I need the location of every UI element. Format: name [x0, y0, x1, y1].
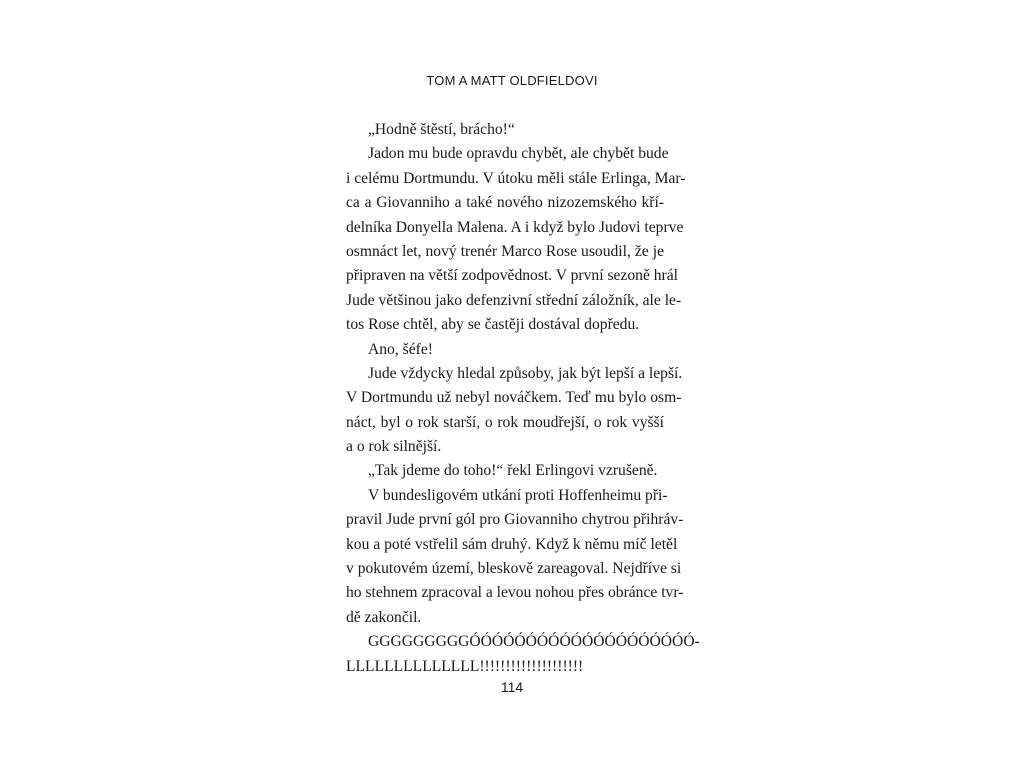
text-line: Jude většinou jako defenzivní střední záložník, ale le- — [346, 291, 682, 309]
text-line: „Tak jdeme do toho!“ řekl Erlingovi vzrušeně. — [368, 462, 658, 480]
text-line: V bundesligovém utkání proti Hoffenheimu při- — [368, 486, 668, 504]
text-line: v pokutovém území, bleskově zareagoval. Nejdříve si — [346, 560, 682, 578]
running-head: TOM A MATT OLDFIELDOVI — [426, 73, 598, 88]
text-line: Ano, šéfe! — [368, 340, 433, 358]
text-line: Jude vždycky hledal způsoby, jak být lepší a lepší. — [368, 364, 683, 382]
text-line: dě zakončil. — [346, 608, 422, 626]
text-line: kou a poté vstřelil sám druhý. Když k němu míč letěl — [346, 535, 678, 553]
text-line: připraven na větší zodpovědnost. V první sezoně hrál — [346, 267, 679, 285]
text-line: ca a Giovanniho a také nového nizozemského kří- — [346, 194, 664, 212]
text-line: ho stehnem zpracoval a levou nohou přes obránce tvr- — [346, 584, 684, 602]
text-line: GGGGGGGGGÓÓÓÓÓÓÓÓÓÓÓÓÓÓÓÓÓÓÓÓ- — [368, 633, 700, 651]
text-line: „Hodně štěstí, brácho!“ — [368, 121, 515, 138]
text-line: LLLLLLLLLLLLLL!!!!!!!!!!!!!!!!!!!! — [346, 657, 584, 675]
text-line: osmnáct let, nový trenér Marco Rose usoudil, že je — [346, 242, 664, 260]
text-line: pravil Jude první gól pro Giovanniho chytrou přihráv- — [346, 511, 684, 529]
text-line: delníka Donyella Malena. A i když bylo Judovi teprve — [346, 218, 684, 236]
text-line: náct, byl o rok starší, o rok moudřejší, o rok vyšší — [346, 413, 664, 431]
page-number: 114 — [500, 679, 524, 695]
text-line: Jadon mu bude opravdu chybět, ale chybět bude — [368, 145, 669, 163]
text-line: V Dortmundu už nebyl nováčkem. Teď mu bylo osm- — [346, 389, 682, 407]
body-text — [346, 118, 700, 679]
text-line: tos Rose chtěl, aby se častěji dostával dopředu. — [346, 316, 640, 334]
text-line: a o rok silnější. — [346, 438, 442, 456]
text-line: i celému Dortmundu. V útoku měli stále Erlinga, Mar- — [346, 169, 686, 187]
